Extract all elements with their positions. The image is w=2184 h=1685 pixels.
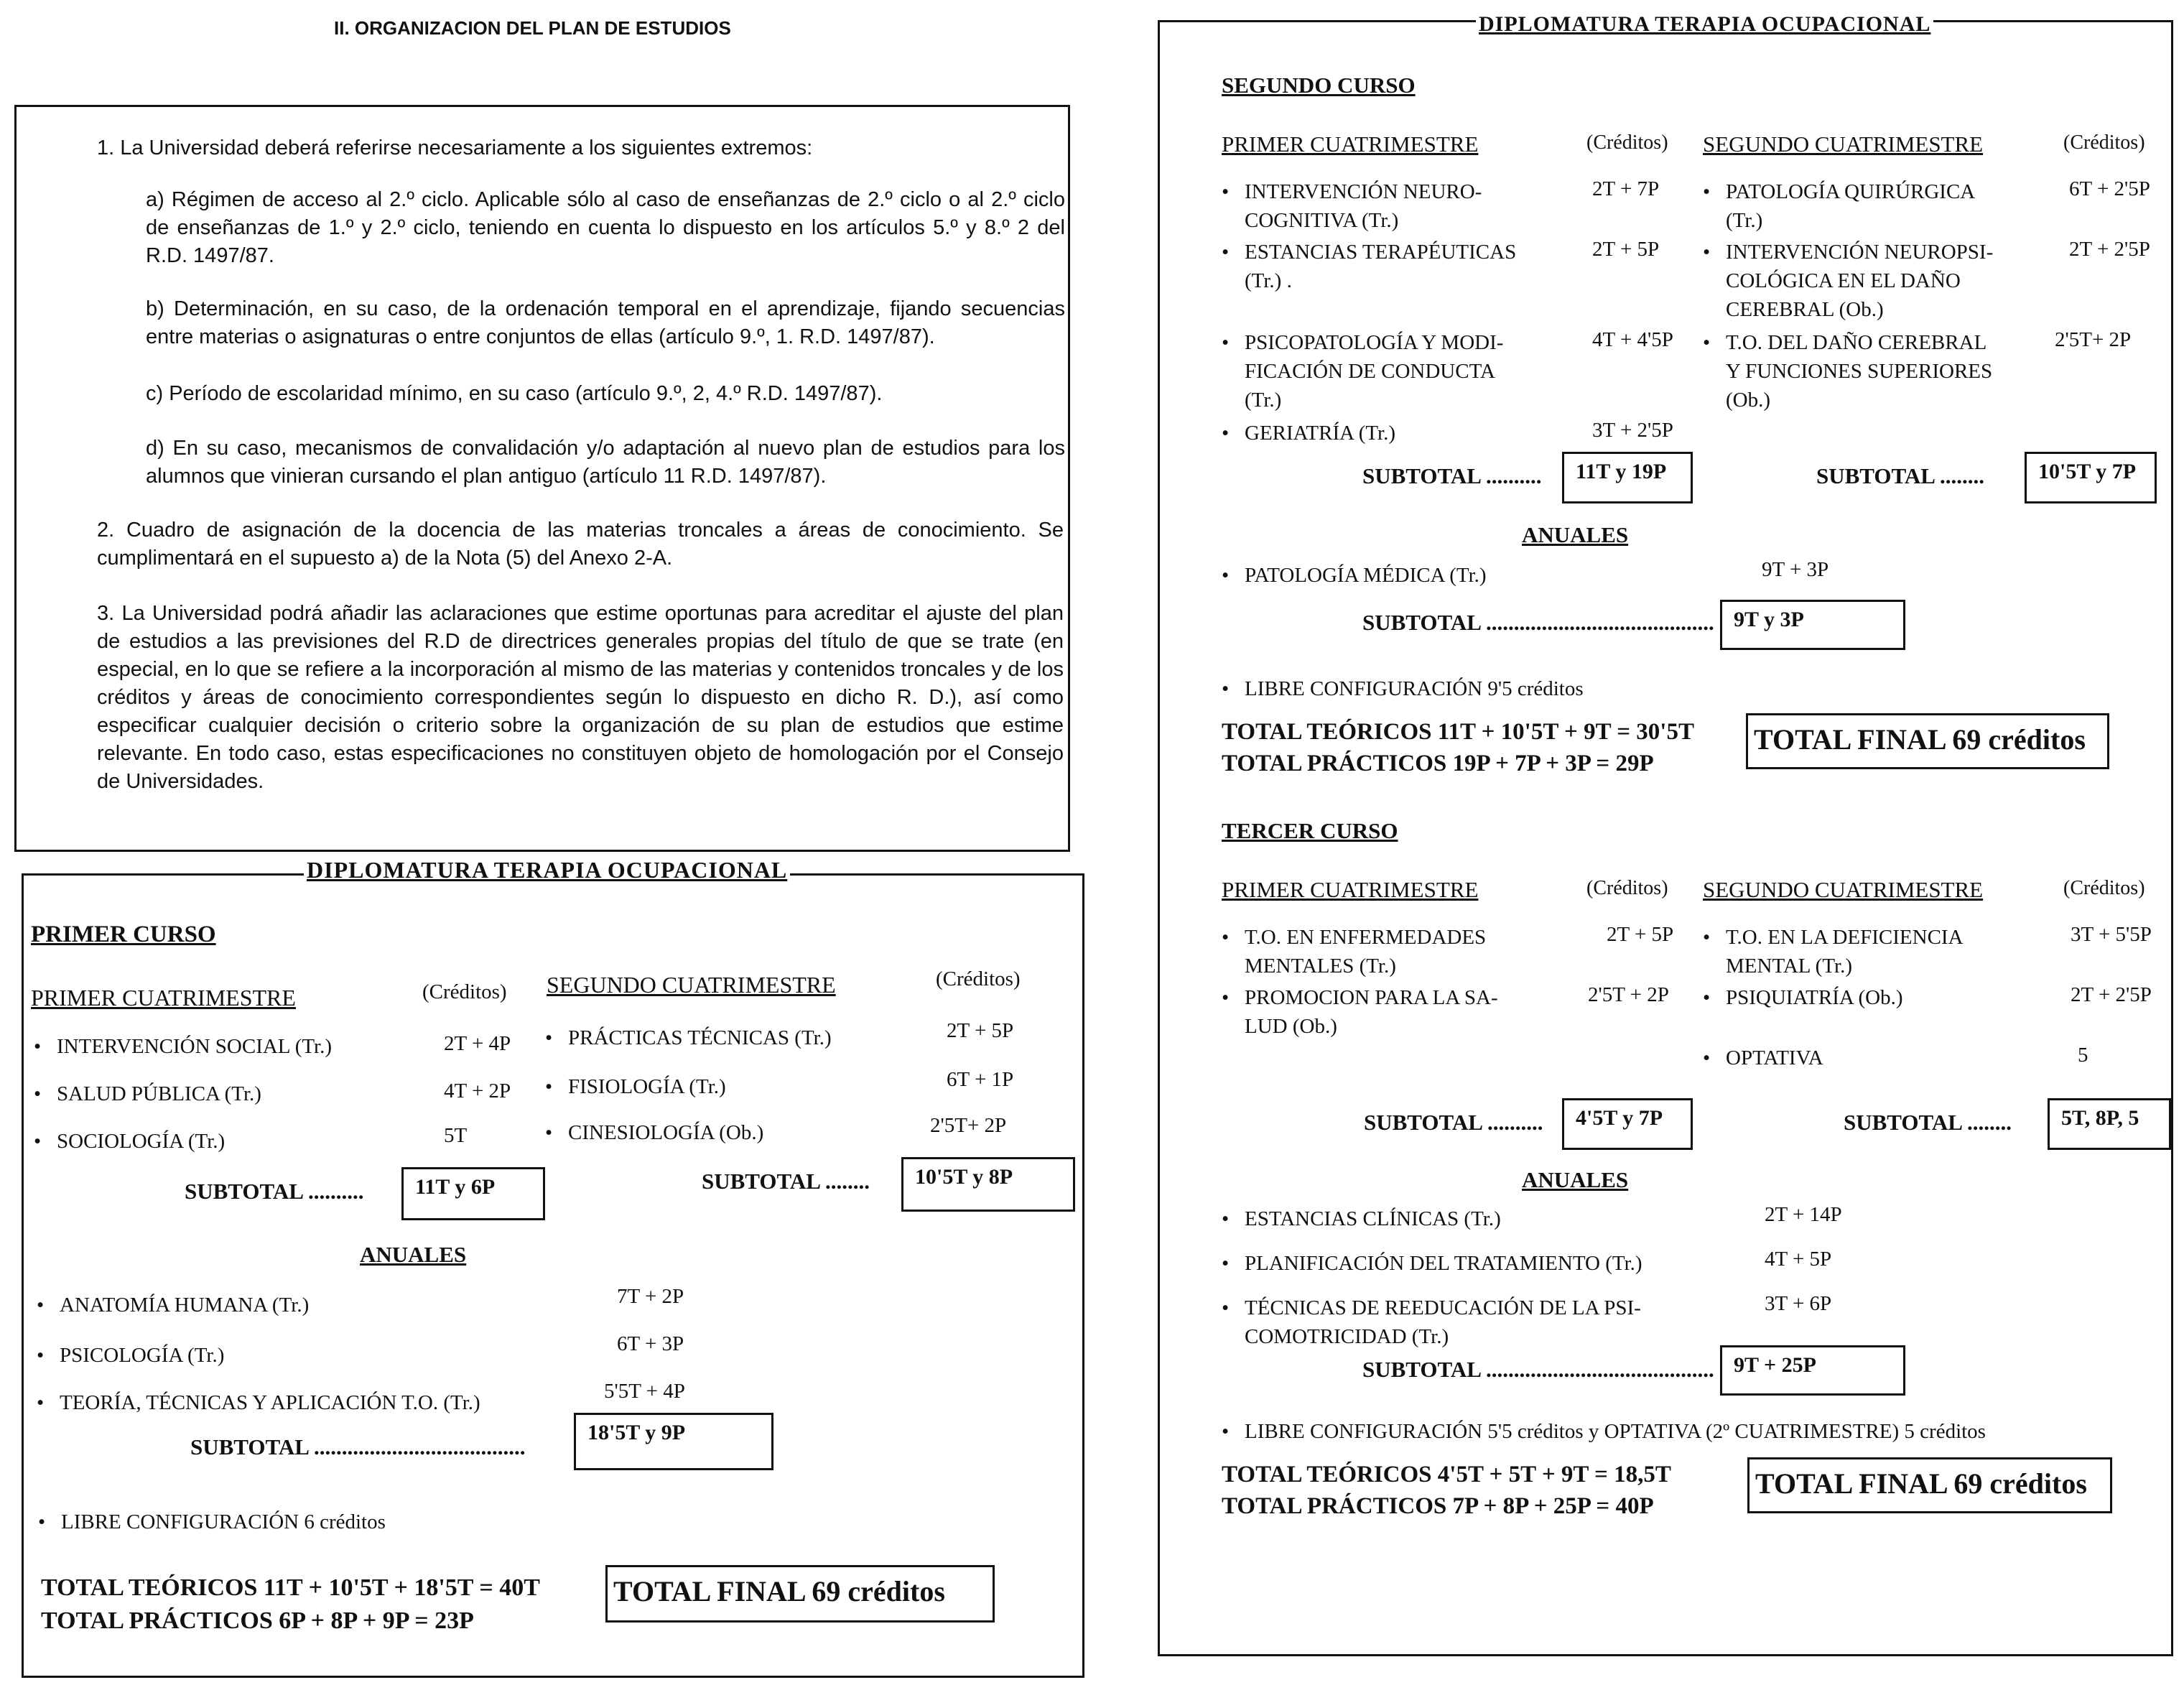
- list-item: • INTERVENCIÓN SOCIAL (Tr.): [34, 1035, 333, 1058]
- list-item-credits: 7T + 2P: [617, 1285, 684, 1308]
- list-item: • INTERVENCIÓN NEUROPSI- COLÓGICA EN EL DAÑO CEREBRAL (Ob.): [1703, 241, 1994, 321]
- list-item-credits: 2T + 5P: [1607, 923, 1674, 946]
- list-item: • TEORÍA, TÉCNICAS Y APLICACIÓN T.O. (Tr.): [37, 1391, 480, 1414]
- c1-creditos: (Créditos): [1586, 877, 1668, 899]
- list-item-credits: 2T + 2'5P: [2069, 238, 2150, 261]
- subtotal-label: SUBTOTAL ........: [702, 1169, 870, 1194]
- total-practicos: TOTAL PRÁCTICOS 7P + 8P + 25P = 40P: [1222, 1493, 1654, 1519]
- list-item: • ANATOMÍA HUMANA (Tr.): [37, 1294, 310, 1317]
- list-item: • PATOLOGÍA QUIRÚRGICA (Tr.): [1703, 180, 1976, 232]
- list-item-credits: 6T + 3P: [617, 1332, 684, 1355]
- libre-configuracion: • LIBRE CONFIGURACIÓN 6 créditos: [38, 1510, 386, 1533]
- total-final: TOTAL FINAL 69 créditos: [1746, 713, 2109, 769]
- list-item: • PSICOPATOLOGÍA Y MODI- FICACIÓN DE CONDUCTA (Tr.): [1222, 331, 1504, 412]
- c1-title: PRIMER CUATRIMESTRE: [31, 985, 296, 1011]
- c1-creditos: (Créditos): [422, 980, 507, 1003]
- total-practicos: TOTAL PRÁCTICOS 19P + 7P + 3P = 29P: [1222, 751, 1654, 776]
- instruction-1d: d) En su caso, mecanismos de convalidación y/o adaptación al nuevo plan de estudios para los alumnos que vinieran cursando el plan antiguo (artículo 11 R.D. 1497/87).: [146, 437, 1065, 488]
- subtotal-value: 10'5T y 8P: [901, 1157, 1075, 1212]
- list-item-credits: 2T + 2'5P: [2071, 983, 2152, 1006]
- anuales-title: ANUALES: [1522, 1167, 1629, 1192]
- list-item: • T.O. EN LA DEFICIENCIA MENTAL (Tr.): [1703, 926, 1964, 978]
- list-item-credits: 5: [2078, 1044, 2088, 1067]
- libre-configuracion: • LIBRE CONFIGURACIÓN 5'5 créditos y OPTATIVA (2º CUATRIMESTRE) 5 créditos: [1222, 1420, 1986, 1443]
- plan-title: DIPLOMATURA TERAPIA OCUPACIONAL: [1476, 12, 1933, 37]
- libre-configuracion: • LIBRE CONFIGURACIÓN 9'5 créditos: [1222, 677, 1584, 700]
- list-item-credits: 4T + 5P: [1765, 1248, 1832, 1271]
- subtotal-value: 5T, 8P, 5: [2048, 1098, 2171, 1150]
- list-item: • OPTATIVA: [1703, 1046, 1823, 1069]
- total-teoricos: TOTAL TEÓRICOS 4'5T + 5T + 9T = 18,5T: [1222, 1462, 1671, 1487]
- list-item: • PSICOLOGÍA (Tr.): [37, 1344, 225, 1367]
- c2-creditos: (Créditos): [2063, 877, 2145, 899]
- list-item: • TÉCNICAS DE REEDUCACIÓN DE LA PSI- COMOTRICIDAD (Tr.): [1222, 1296, 1641, 1348]
- total-teoricos: TOTAL TEÓRICOS 11T + 10'5T + 18'5T = 40T: [41, 1574, 540, 1601]
- c2-title: SEGUNDO CUATRIMESTRE: [1703, 131, 1984, 157]
- section-title: II. ORGANIZACION DEL PLAN DE ESTUDIOS: [334, 17, 731, 39]
- list-item: • PLANIFICACIÓN DEL TRATAMIENTO (Tr.): [1222, 1252, 1642, 1275]
- subtotal-value: 11T y 19P: [1562, 452, 1693, 503]
- curso-title: SEGUNDO CURSO: [1222, 73, 1416, 98]
- subtotal-value: 9T + 25P: [1720, 1345, 1905, 1396]
- curso-title: PRIMER CURSO: [31, 922, 216, 947]
- list-item-credits: 2'5T+ 2P: [930, 1114, 1007, 1137]
- segundo-tercer-curso-box: [1158, 12, 2173, 1656]
- instruction-1b: b) Determinación, en su caso, de la ordenación temporal en el aprendizaje, fijando secuencias entre materias o asignaturas o entre conjuntos de ellas (artículo 9.º, 1. R.D. 1497/87).: [146, 297, 1065, 348]
- list-item-credits: 4T + 4'5P: [1592, 328, 1673, 351]
- c2-creditos: (Créditos): [936, 967, 1021, 990]
- subtotal-value: 18'5T y 9P: [574, 1413, 773, 1470]
- total-teoricos: TOTAL TEÓRICOS 11T + 10'5T + 9T = 30'5T: [1222, 719, 1694, 745]
- subtotal-value: 11T y 6P: [401, 1167, 545, 1220]
- list-item-credits: 2'5T + 2P: [1588, 983, 1669, 1006]
- subtotal-label: SUBTOTAL ..........: [185, 1179, 364, 1204]
- subtotal-label: SUBTOTAL ..........: [1364, 1110, 1543, 1135]
- total-final: TOTAL FINAL 69 créditos: [1747, 1457, 2112, 1513]
- list-item: • PSIQUIATRÍA (Ob.): [1703, 986, 1903, 1009]
- subtotal-label: SUBTOTAL ..........: [1362, 463, 1542, 488]
- list-item-credits: 2T + 14P: [1765, 1203, 1842, 1226]
- primer-curso-box: [22, 857, 1084, 1678]
- total-practicos: TOTAL PRÁCTICOS 6P + 8P + 9P = 23P: [41, 1607, 474, 1634]
- list-item-credits: 5'5T + 4P: [604, 1380, 685, 1403]
- c2-creditos: (Créditos): [2063, 131, 2145, 154]
- list-item-credits: 3T + 2'5P: [1592, 419, 1673, 442]
- list-item: • INTERVENCIÓN NEURO- COGNITIVA (Tr.): [1222, 180, 1482, 232]
- instruction-1: 1. La Universidad deberá referirse necesariamente a los siguientes extremos:: [97, 136, 813, 159]
- list-item: • GERIATRÍA (Tr.): [1222, 422, 1396, 445]
- c2-title: SEGUNDO CUATRIMESTRE: [1703, 877, 1984, 902]
- subtotal-label: SUBTOTAL ........: [1816, 463, 1985, 488]
- instruction-1c: c) Período de escolaridad mínimo, en su caso (artículo 9.º, 2, 4.º R.D. 1497/87).: [146, 382, 883, 405]
- curso-title: TERCER CURSO: [1222, 818, 1398, 843]
- list-item: • CINESIOLOGÍA (Ob.): [545, 1121, 764, 1144]
- subtotal-value: 9T y 3P: [1720, 600, 1905, 650]
- list-item-credits: 4T + 2P: [444, 1080, 511, 1103]
- list-item: • SALUD PÚBLICA (Tr.): [34, 1082, 261, 1105]
- list-item-credits: 9T + 3P: [1762, 558, 1829, 581]
- total-final: TOTAL FINAL 69 créditos: [605, 1565, 995, 1623]
- subtotal-label: SUBTOTAL ......................................: [190, 1434, 526, 1459]
- list-item: • ESTANCIAS TERAPÉUTICAS (Tr.) .: [1222, 241, 1517, 292]
- instruction-3: 3. La Universidad podrá añadir las aclaraciones que estime oportunas para acreditar el ajuste del plan de estudios a las previsiones del R.D de directrices generales propias del título de que se trate (en especial, en lo que se refiere a la incorporación al mismo de las materias y contenidos troncales y de los créditos y áreas de conocimiento correspondientes según lo dispuesto en dicho R. D.), así como especificar cualquier decisión o criterio sobre la organización de su plan de estudios que estime relevante. En todo caso, estas especificaciones no constituyen objeto de homologación por el Consejo de Universidades.: [97, 602, 1064, 793]
- c1-creditos: (Créditos): [1586, 131, 1668, 154]
- plan-title: DIPLOMATURA TERAPIA OCUPACIONAL: [304, 857, 790, 883]
- subtotal-label: SUBTOTAL ........: [1844, 1110, 2012, 1135]
- anuales-title: ANUALES: [1522, 522, 1629, 547]
- list-item: • T.O. EN ENFERMEDADES MENTALES (Tr.): [1222, 926, 1487, 978]
- list-item-credits: 2T + 4P: [444, 1032, 511, 1055]
- list-item: • PATOLOGÍA MÉDICA (Tr.): [1222, 564, 1487, 587]
- subtotal-label: SUBTOTAL .........................................: [1362, 1357, 1714, 1382]
- list-item: • ESTANCIAS CLÍNICAS (Tr.): [1222, 1207, 1501, 1230]
- list-item: • T.O. DEL DAÑO CEREBRAL Y FUNCIONES SUPERIORES (Ob.): [1703, 331, 1993, 412]
- list-item-credits: 3T + 6P: [1765, 1292, 1832, 1315]
- list-item: • PRÁCTICAS TÉCNICAS (Tr.): [545, 1026, 832, 1049]
- c2-title: SEGUNDO CUATRIMESTRE: [547, 972, 836, 998]
- c1-title: PRIMER CUATRIMESTRE: [1222, 877, 1479, 902]
- instructions-box: [14, 105, 1070, 852]
- list-item-credits: 2T + 5P: [1592, 238, 1660, 261]
- list-item-credits: 6T + 1P: [947, 1068, 1014, 1091]
- list-item-credits: 3T + 5'5P: [2071, 923, 2152, 946]
- instruction-1a: a) Régimen de acceso al 2.º ciclo. Aplicable sólo al caso de enseñanzas de 2.º ciclo o al 2.º ciclo de enseñanzas de 1.º y 2.º ciclo, teniendo en cuenta lo dispuesto en los artículos 5.º y 8.º 2 del R.D. 1497/87.: [146, 188, 1065, 267]
- c1-title: PRIMER CUATRIMESTRE: [1222, 131, 1479, 157]
- list-item-credits: 2T + 7P: [1592, 177, 1660, 200]
- list-item-credits: 5T: [444, 1124, 468, 1147]
- subtotal-label: SUBTOTAL .........................................: [1362, 610, 1714, 635]
- subtotal-value: 4'5T y 7P: [1562, 1098, 1693, 1150]
- list-item-credits: 2'5T+ 2P: [2055, 328, 2132, 351]
- instruction-2: 2. Cuadro de asignación de la docencia de las materias troncales a áreas de conocimiento. Se cumplimentará en el supuesto a) de la Nota (5) del Anexo 2-A.: [97, 519, 1064, 570]
- list-item: • PROMOCION PARA LA SA- LUD (Ob.): [1222, 986, 1498, 1038]
- list-item: • FISIOLOGÍA (Tr.): [545, 1075, 726, 1098]
- subtotal-value: 10'5T y 7P: [2025, 452, 2157, 503]
- list-item-credits: 6T + 2'5P: [2069, 177, 2150, 200]
- anuales-title: ANUALES: [360, 1242, 467, 1267]
- list-item: • SOCIOLOGÍA (Tr.): [34, 1130, 226, 1153]
- list-item-credits: 2T + 5P: [947, 1019, 1014, 1042]
